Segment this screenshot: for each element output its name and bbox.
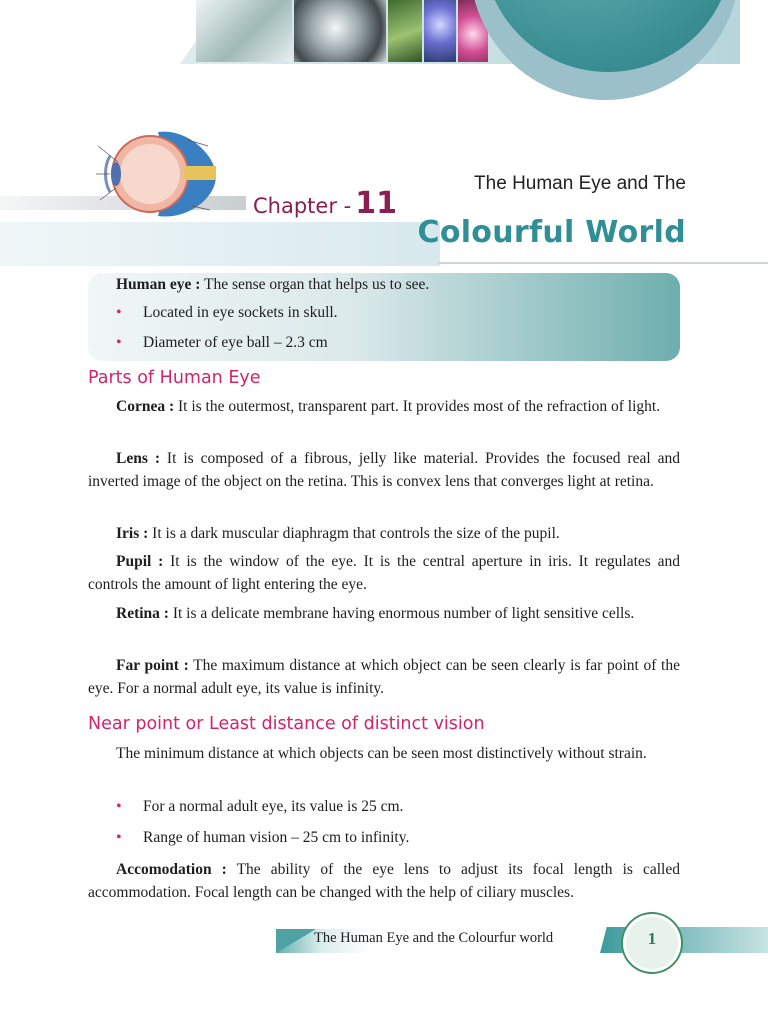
text-retina: It is a delicate membrane having enormous number of light sensitive cells. (168, 605, 635, 622)
paragraph-accommodation (88, 858, 680, 904)
text-pupil: It is the window of the eye. It is the central aperture in iris. It regulates and controls the amount of light entering the eye. (88, 553, 681, 593)
chapter-title-line1: The Human Eye and The (474, 173, 686, 194)
paragraph-iris (88, 522, 680, 545)
section-heading-near-point: Near point or Least distance of distinct vision (88, 714, 485, 734)
info-bullet: Located in eye sockets in skull. (143, 304, 338, 321)
title-band-teal (0, 222, 440, 266)
info-bullet: Diameter of eye ball – 2.3 cm (143, 334, 328, 351)
footer-running-title: The Human Eye and the Colourfur world (314, 930, 554, 946)
page-number: 1 (647, 929, 657, 948)
chapter-number: 11 (355, 186, 397, 221)
term-pupil: Pupil : (116, 553, 164, 570)
text-accommodation: The ability of the eye lens to adjust its focal length is called accommodation. Focal length can be changed with the help of ciliary muscles. (88, 861, 680, 901)
section-heading-parts: Parts of Human Eye (88, 368, 261, 388)
page-number-badge (623, 914, 681, 972)
paragraph-far-point (88, 654, 680, 700)
chapter-label-text: Chapter - (253, 194, 352, 218)
text-far-point: The maximum distance at which object can be seen clearly is far point of the eye. For a normal adult eye, its value is infinity. (88, 657, 680, 697)
text-lens: It is composed of a fibrous, jelly like material. Provides the focused real and inverted image of the object on the retina. This is convex lens that converges light at retina. (88, 450, 680, 490)
paragraph-lens (88, 447, 680, 493)
bullet-icon: • (116, 334, 122, 351)
term-lens: Lens : (116, 450, 160, 467)
term-far-point: Far point : (116, 657, 189, 674)
text-iris: It is a dark muscular diaphragm that controls the size of the pupil. (148, 525, 560, 542)
flower-photo (424, 0, 456, 62)
paragraph-retina (88, 602, 680, 625)
human-eye-term: Human eye : (116, 276, 201, 293)
human-eye-definition (116, 276, 429, 294)
paragraph-cornea (88, 395, 680, 418)
human-eye-definition-text: The sense organ that helps us to see. (200, 276, 430, 293)
title-underline (438, 262, 768, 264)
near-bullet: Range of human vision – 25 cm to infinity. (143, 829, 410, 846)
eye-diagram-icon (88, 126, 220, 222)
bullet-icon: • (116, 304, 122, 321)
leaf-photo (388, 0, 422, 62)
bullet-icon: • (116, 798, 122, 815)
term-accommodation: Accomodation : (116, 861, 227, 878)
paragraph-near-point: The minimum distance at which objects can be seen most distinctively without strain. (116, 745, 647, 762)
bullet-icon: • (116, 829, 122, 846)
term-retina: Retina : (116, 605, 169, 622)
dna-photo (196, 0, 292, 62)
chapter-label (253, 186, 397, 221)
term-iris: Iris : (116, 525, 149, 542)
paragraph-pupil (88, 550, 680, 596)
microscope-photo (294, 0, 386, 62)
term-cornea: Cornea : (116, 398, 175, 415)
text-cornea: It is the outermost, transparent part. It provides most of the refraction of light. (174, 398, 661, 415)
chapter-title-line2: Colourful World (417, 215, 686, 250)
near-bullet: For a normal adult eye, its value is 25 cm. (143, 798, 404, 815)
